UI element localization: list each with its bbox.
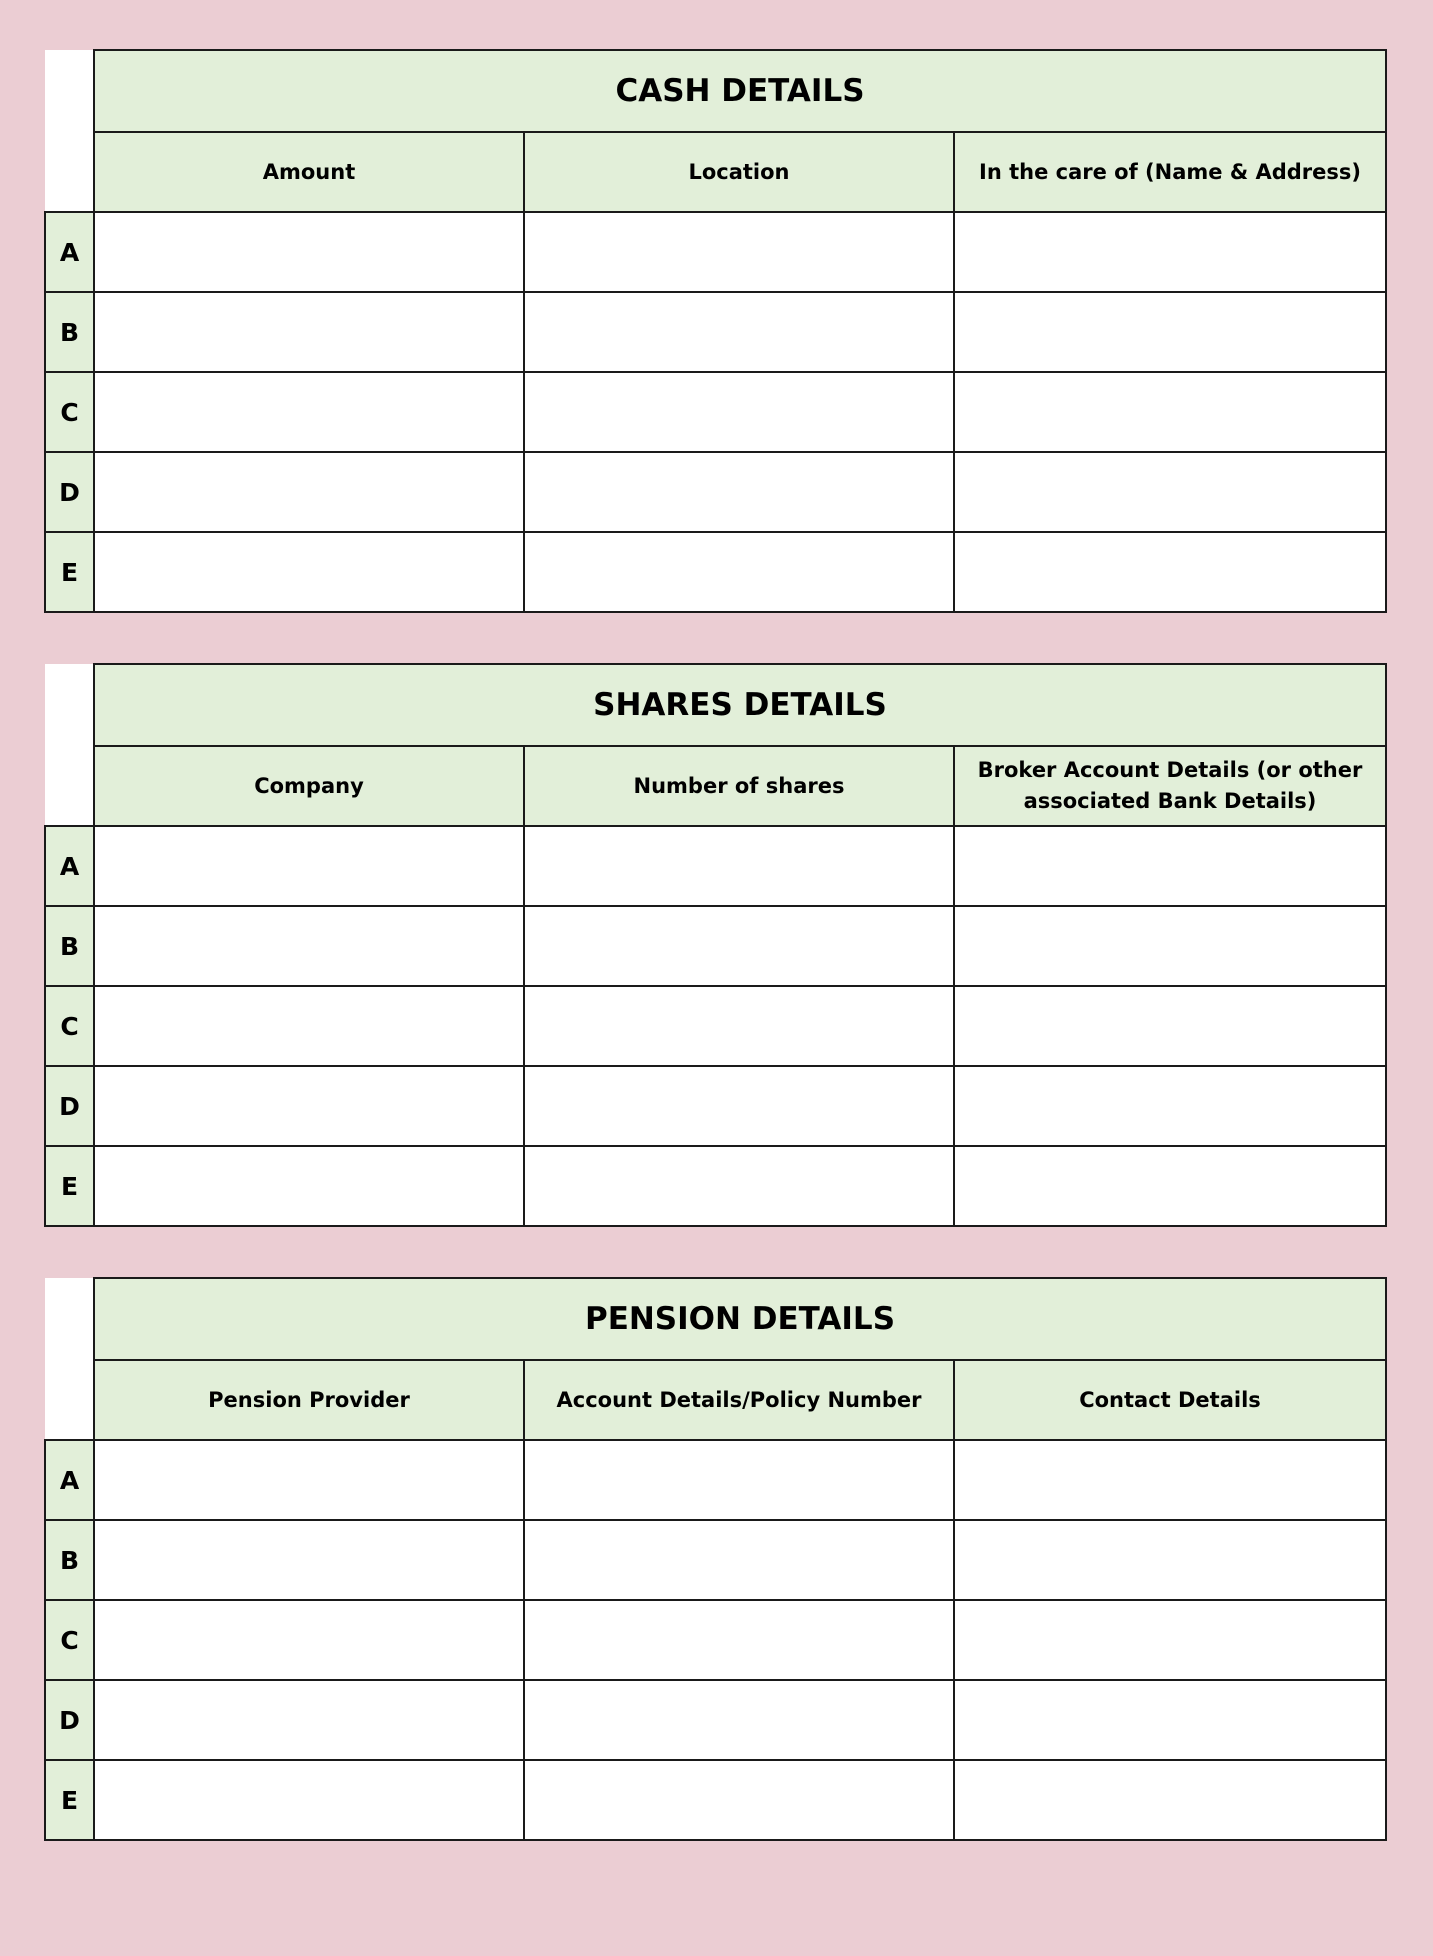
column-header-account-details: Account Details/Policy Number xyxy=(524,1360,954,1440)
table-row xyxy=(45,1520,1386,1600)
column-header-company: Company xyxy=(94,746,524,826)
contact-details-cell[interactable] xyxy=(954,1760,1386,1840)
table-row xyxy=(45,826,1386,906)
row-label: B xyxy=(45,906,94,986)
cash-details-section xyxy=(44,49,1385,613)
table-row xyxy=(45,452,1386,532)
row-label: D xyxy=(45,452,94,532)
table-row xyxy=(45,1066,1386,1146)
care-of-cell[interactable] xyxy=(954,372,1386,452)
table-row xyxy=(45,1440,1386,1520)
company-cell[interactable] xyxy=(94,1146,524,1226)
row-label: B xyxy=(45,292,94,372)
pension-provider-cell[interactable] xyxy=(94,1600,524,1680)
shares-details-table xyxy=(44,663,1387,1227)
table-row xyxy=(45,1760,1386,1840)
section-title: CASH DETAILS xyxy=(94,50,1386,132)
location-cell[interactable] xyxy=(524,292,954,372)
column-header-pension-provider: Pension Provider xyxy=(94,1360,524,1440)
contact-details-cell[interactable] xyxy=(954,1600,1386,1680)
table-row xyxy=(45,1680,1386,1760)
column-header-care-of: In the care of (Name & Address) xyxy=(954,132,1386,212)
table-row xyxy=(45,212,1386,292)
company-cell[interactable] xyxy=(94,826,524,906)
broker-account-cell[interactable] xyxy=(954,1146,1386,1226)
pension-details-table xyxy=(44,1277,1387,1841)
row-label: C xyxy=(45,986,94,1066)
table-row xyxy=(45,906,1386,986)
row-label: E xyxy=(45,1760,94,1840)
shares-details-section xyxy=(44,663,1385,1227)
account-details-cell[interactable] xyxy=(524,1760,954,1840)
contact-details-cell[interactable] xyxy=(954,1680,1386,1760)
number-of-shares-cell[interactable] xyxy=(524,986,954,1066)
contact-details-cell[interactable] xyxy=(954,1440,1386,1520)
column-header-broker-account: Broker Account Details (or other associated Bank Details) xyxy=(954,746,1386,826)
company-cell[interactable] xyxy=(94,906,524,986)
row-label: C xyxy=(45,372,94,452)
table-row xyxy=(45,292,1386,372)
row-label: E xyxy=(45,532,94,612)
contact-details-cell[interactable] xyxy=(954,1520,1386,1600)
amount-cell[interactable] xyxy=(94,372,524,452)
row-label: D xyxy=(45,1066,94,1146)
pension-provider-cell[interactable] xyxy=(94,1680,524,1760)
number-of-shares-cell[interactable] xyxy=(524,906,954,986)
location-cell[interactable] xyxy=(524,212,954,292)
account-details-cell[interactable] xyxy=(524,1680,954,1760)
account-details-cell[interactable] xyxy=(524,1520,954,1600)
column-header-number-of-shares: Number of shares xyxy=(524,746,954,826)
account-details-cell[interactable] xyxy=(524,1440,954,1520)
row-label: A xyxy=(45,826,94,906)
number-of-shares-cell[interactable] xyxy=(524,826,954,906)
table-row xyxy=(45,1146,1386,1226)
row-label: A xyxy=(45,1440,94,1520)
section-title: PENSION DETAILS xyxy=(94,1278,1386,1360)
broker-account-cell[interactable] xyxy=(954,826,1386,906)
table-corner xyxy=(45,50,94,212)
account-details-cell[interactable] xyxy=(524,1600,954,1680)
section-title: SHARES DETAILS xyxy=(94,664,1386,746)
table-corner xyxy=(45,1278,94,1440)
number-of-shares-cell[interactable] xyxy=(524,1146,954,1226)
table-row xyxy=(45,532,1386,612)
care-of-cell[interactable] xyxy=(954,292,1386,372)
table-row xyxy=(45,1600,1386,1680)
column-header-amount: Amount xyxy=(94,132,524,212)
broker-account-cell[interactable] xyxy=(954,1066,1386,1146)
company-cell[interactable] xyxy=(94,986,524,1066)
pension-provider-cell[interactable] xyxy=(94,1520,524,1600)
care-of-cell[interactable] xyxy=(954,212,1386,292)
number-of-shares-cell[interactable] xyxy=(524,1066,954,1146)
column-header-contact-details: Contact Details xyxy=(954,1360,1386,1440)
table-row xyxy=(45,986,1386,1066)
pension-provider-cell[interactable] xyxy=(94,1440,524,1520)
broker-account-cell[interactable] xyxy=(954,986,1386,1066)
row-label: B xyxy=(45,1520,94,1600)
row-label: E xyxy=(45,1146,94,1226)
location-cell[interactable] xyxy=(524,452,954,532)
location-cell[interactable] xyxy=(524,532,954,612)
column-header-location: Location xyxy=(524,132,954,212)
row-label: A xyxy=(45,212,94,292)
broker-account-cell[interactable] xyxy=(954,906,1386,986)
pension-details-section xyxy=(44,1277,1385,1841)
amount-cell[interactable] xyxy=(94,292,524,372)
company-cell[interactable] xyxy=(94,1066,524,1146)
row-label: D xyxy=(45,1680,94,1760)
amount-cell[interactable] xyxy=(94,212,524,292)
amount-cell[interactable] xyxy=(94,532,524,612)
amount-cell[interactable] xyxy=(94,452,524,532)
table-corner xyxy=(45,664,94,826)
row-label: C xyxy=(45,1600,94,1680)
cash-details-table xyxy=(44,49,1387,613)
location-cell[interactable] xyxy=(524,372,954,452)
pension-provider-cell[interactable] xyxy=(94,1760,524,1840)
care-of-cell[interactable] xyxy=(954,532,1386,612)
table-row xyxy=(45,372,1386,452)
care-of-cell[interactable] xyxy=(954,452,1386,532)
